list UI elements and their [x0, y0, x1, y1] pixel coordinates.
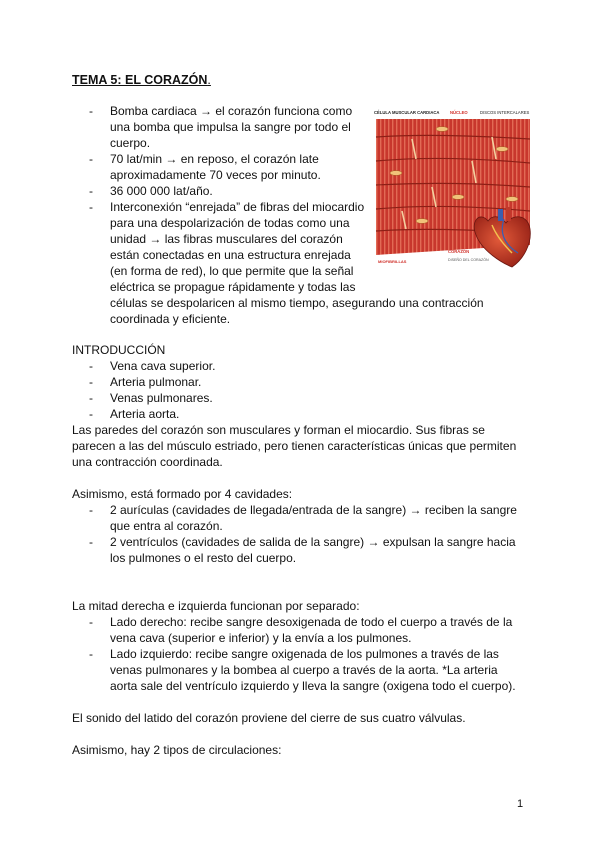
list-item: - Venas pulmonares. — [72, 390, 532, 406]
figure-label-cells: CÉLULA MUSCULAR CARDIACA — [374, 110, 440, 115]
circulation-intro: Asimismo, hay 2 tipos de circulaciones: — [72, 743, 282, 757]
list-item: - 36 000 000 lat/año. — [72, 183, 372, 199]
page-title-text: TEMA 5: EL CORAZÓN — [72, 73, 208, 87]
intro-bullet-list — [72, 103, 532, 327]
list-item: - Lado izquierdo: recibe sangre oxigenada de los pulmones a través de las venas pulmonares y la bombea al cuerpo a través de la aorta. *La arteria aorta sale del ventrículo izquierdo y lleva la sangre (oxigena todo el cuerpo). — [72, 646, 524, 694]
list-item: - Arteria pulmonar. — [72, 374, 532, 390]
list-item: - 70 lat/min → en reposo, el corazón late aproximadamente 70 veces por minuto. — [72, 151, 372, 183]
cavities-list — [72, 502, 520, 566]
list-item: - Vena cava superior. — [72, 358, 532, 374]
figure-float — [368, 199, 532, 283]
vessels-list — [72, 358, 532, 422]
list-item: - Interconexión “enrejada” de fibras del miocardio para una despolarización de todas como una unidad → las fibras musculares del corazón están conectadas en una estructura enrejada (en forma de red), lo que permite que la señal eléctrica se propague rápidamente y todas las células se despolaricen al mismo tiempo, asegurando una contracción coordinada y eficiente. — [72, 199, 532, 327]
halves-list — [72, 614, 524, 694]
list-item: - Bomba cardiaca → el corazón funciona como una bomba que impulsa la sangre por todo el cuerpo. — [72, 103, 372, 151]
page-number: 1 — [517, 798, 524, 810]
figure-label-heart: CORAZÓN — [448, 249, 470, 254]
cavities-intro: Asimismo, está formado por 4 cavidades: — [72, 487, 293, 501]
sound-paragraph: El sonido del latido del corazón proviene del cierre de sus cuatro válvulas. — [72, 711, 466, 725]
list-item: - 2 aurículas (cavidades de llegada/entrada de la sangre) → reciben la sangre que entra al corazón. — [72, 502, 520, 534]
section-heading: INTRODUCCIÓN — [72, 343, 166, 357]
page-title — [72, 72, 211, 88]
walls-paragraph: Las paredes del corazón son musculares y forman el miocardio. Sus fibras se parecen a las del músculo estriado, pero tienen características únicas que permiten una contracción coordinada. — [72, 423, 517, 469]
figure-label-discs: DISCOS INTERCALARES — [480, 110, 530, 115]
figure-label-mitochondria: MIOFIBRILLAS — [378, 259, 407, 264]
figure-label-nucleus: NÚCLEO — [450, 110, 468, 115]
page-title-dot: . — [207, 73, 211, 87]
list-item: - 2 ventrículos (cavidades de salida de la sangre) → expulsan la sangre hacia los pulmones o el resto del cuerpo. — [72, 534, 520, 566]
list-item: - Lado derecho: recibe sangre desoxigenada de todo el cuerpo a través de la vena cava (superior e inferior) y la envía a los pulmones. — [72, 614, 524, 646]
figure-label-subtitle: DISEÑO DEL CORAZÓN — [448, 258, 489, 262]
list-item: - Arteria aorta. — [72, 406, 532, 422]
halves-intro: La mitad derecha e izquierda funcionan por separado: — [72, 599, 360, 613]
